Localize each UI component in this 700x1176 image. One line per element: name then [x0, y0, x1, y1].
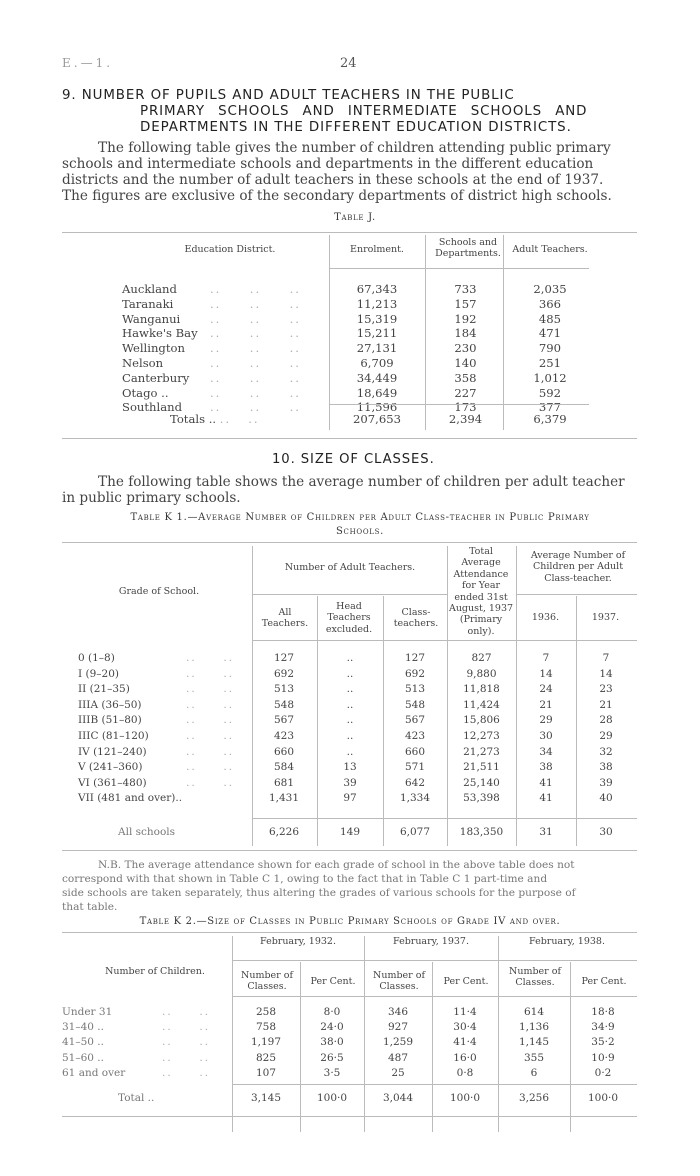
table-j-enrolment-cell: 15,319	[356, 311, 398, 326]
table-j-header-schools: Schools and Departments.	[435, 237, 501, 260]
k1-1936-cell: 24	[539, 683, 553, 696]
table-j-district-label: Nelson .. .. ..	[122, 356, 301, 370]
section9-para-line2: schools and intermediate schools and departments in the different education	[62, 156, 594, 172]
k1-all-cell: 692	[273, 667, 295, 680]
k1-head-cell: ..	[346, 698, 354, 711]
table-j-schools-cell: 173	[454, 400, 477, 415]
table-j-district-label: Wellington .. .. ..	[122, 341, 301, 356]
k2-total-c1938: 3,256	[518, 1092, 550, 1104]
k1-attendance-cell: 11,818	[463, 683, 500, 696]
k2-p1938-cell: 18·8	[591, 1006, 615, 1018]
note-line3: side schools are taken separately, thus altering the grades of various schools for the purpose of	[62, 887, 576, 899]
table-j-enrolment-cell: 67,343	[356, 282, 398, 296]
table-j-teachers-cell: 592	[538, 385, 562, 400]
k2-p1937-cell: 16·0	[453, 1051, 477, 1064]
k1-header-attendance: Total Average Attendance for Year ended 31st August, 1937 (Primary only).	[448, 546, 514, 637]
k1-1937-cell: 28	[599, 714, 613, 727]
table-j-district-label: Taranaki .. .. ..	[122, 296, 301, 311]
grade-name: I (9–20)	[78, 667, 119, 680]
k2-header-classes-1932: Number of Classes.	[241, 970, 293, 993]
k1-1936-cell: 7	[542, 652, 550, 664]
children-range: 51–60 ..	[62, 1051, 104, 1064]
children-range: Under 31	[62, 1006, 113, 1018]
k2-p1938-cell: 34·9	[591, 1021, 615, 1034]
k2-c1932-cell: 1,197	[250, 1036, 282, 1049]
k2-c1932-cell: 258	[255, 1006, 277, 1018]
children-range: 31–40 ..	[62, 1021, 104, 1034]
k1-1937-cell: 21	[599, 698, 613, 711]
grade-name: IIIA (36–50)	[78, 698, 142, 711]
k2-c1932-cell: 758	[255, 1021, 277, 1034]
k1-all-cell: 584	[273, 761, 295, 774]
table-j-district-label: Wanganui .. .. ..	[122, 311, 301, 326]
k1-attendance-cell: 9,880	[466, 667, 497, 680]
k1-total-1937: 30	[599, 826, 613, 838]
table-j-district-label: Otago .. .. .. ..	[122, 385, 301, 400]
k1-class-cell: 548	[404, 698, 426, 711]
table-j-header-district: Education District.	[184, 244, 276, 255]
k1-all-cell: 681	[273, 776, 295, 789]
section10-title: 10. SIZE OF CLASSES.	[272, 452, 435, 467]
k1-grade-label: IV (121–240) .. ..	[78, 745, 235, 758]
k1-grade-label: 0 (1–8) .. ..	[78, 652, 235, 664]
k2-total-c1937: 3,044	[382, 1092, 414, 1104]
k1-1937-cell: 38	[599, 761, 613, 774]
table-j-total-schools: 2,394	[448, 412, 483, 426]
district-name: Auckland	[122, 282, 177, 296]
grade-name: 0 (1–8)	[78, 652, 115, 664]
k2-c1932-cell: 825	[255, 1051, 277, 1064]
k1-grade-label: IIIC (81–120) .. ..	[78, 730, 235, 742]
k2-c1932-cell: 107	[255, 1066, 277, 1079]
table-j-teachers-cell: 251	[538, 356, 562, 370]
table-j-total-teachers: 6,379	[533, 412, 567, 426]
grade-name: V (241–360)	[78, 761, 143, 774]
k1-header-class-teachers: Class-teachers.	[393, 607, 439, 630]
k2-header-percent-1937: Per Cent.	[443, 976, 489, 987]
k2-c1938-cell: 614	[523, 1006, 545, 1018]
table-j-schools-cell: 184	[454, 326, 477, 341]
k2-row-label: 51–60 .. .. ..	[62, 1051, 211, 1064]
k2-header-percent-1932: Per Cent.	[310, 976, 356, 987]
k1-1936-cell: 41	[539, 792, 553, 805]
k1-all-cell: 660	[273, 745, 295, 758]
k1-class-cell: 1,334	[399, 792, 431, 805]
note-line4: that table.	[62, 901, 118, 913]
k1-header-number-teachers: Number of Adult Teachers.	[284, 562, 416, 573]
table-j-schools-cell: 230	[454, 341, 477, 356]
k1-class-cell: 513	[404, 683, 426, 696]
table-j-teachers-cell: 790	[538, 341, 562, 356]
k1-header-1937: 1937.	[591, 612, 620, 623]
k2-c1937-cell: 1,259	[382, 1036, 414, 1049]
k1-1937-cell: 39	[599, 776, 613, 789]
k1-1937-cell: 32	[599, 745, 613, 758]
k1-header-grade: Grade of School.	[118, 586, 200, 597]
k2-c1937-cell: 487	[387, 1051, 409, 1064]
k1-grade-label	[78, 792, 182, 804]
table-k2-caption: Table K 2.—Size of Classes in Public Primary Schools of Grade IV and over.	[139, 916, 561, 927]
k1-1937-cell: 23	[599, 683, 613, 696]
k1-1936-cell: 21	[539, 698, 553, 711]
k2-total-c1932: 3,145	[250, 1092, 282, 1104]
k1-grade-label: IIIB (51–80) .. ..	[78, 714, 235, 727]
k2-row-label: 31–40 .. .. ..	[62, 1021, 211, 1034]
k1-total-head: 149	[339, 826, 361, 838]
district-name: Hawke's Bay	[122, 326, 198, 341]
grade-name: IIIB (51–80)	[78, 714, 142, 727]
table-j-header-enrolment: Enrolment.	[350, 244, 404, 255]
table-j-teachers-cell: 366	[538, 296, 562, 311]
k1-attendance-cell: 21,273	[463, 745, 500, 758]
section9-title-line1: 9. NUMBER OF PUPILS AND ADULT TEACHERS IN THE PUBLIC	[62, 88, 515, 103]
k1-head-cell: ..	[346, 667, 354, 680]
k1-attendance-cell: 15,806	[463, 714, 500, 727]
k1-1937-cell: 40	[599, 792, 613, 805]
k2-row-label: 61 and over .. ..	[62, 1066, 211, 1079]
k1-class-cell: 642	[404, 776, 426, 789]
table-j-teachers-cell: 1,012	[533, 370, 567, 385]
children-range: 61 and over	[62, 1066, 126, 1079]
k2-header-classes-1938: Number of Classes.	[509, 966, 561, 989]
k2-p1937-cell: 30·4	[453, 1021, 477, 1034]
table-j-district-label: Canterbury .. .. ..	[122, 370, 301, 385]
k1-total-1936: 31	[539, 826, 553, 838]
table-j-enrolment-cell: 15,211	[356, 326, 398, 341]
table-k1-caption-line2: Schools.	[335, 526, 384, 537]
k2-p1938-cell: 10·9	[591, 1051, 615, 1064]
k1-grade-label: V (241–360) .. ..	[78, 761, 235, 774]
k1-grade-label: II (21–35) .. ..	[78, 683, 235, 696]
k1-class-cell: 692	[404, 667, 426, 680]
district-name: Nelson	[122, 356, 164, 370]
k1-header-average: Average Number of Children per Adult Class-teacher.	[530, 550, 626, 584]
district-name: Wanganui	[122, 311, 181, 326]
table-j-schools-cell: 733	[454, 282, 477, 296]
k2-c1937-cell: 346	[387, 1006, 409, 1018]
k2-c1938-cell: 6	[530, 1066, 538, 1079]
k1-class-cell: 660	[404, 745, 426, 758]
k2-c1937-cell: 25	[391, 1066, 405, 1079]
k2-p1937-cell: 11·4	[453, 1006, 477, 1018]
k1-all-cell: 1,431	[268, 792, 300, 805]
grade-name: IV (121–240)	[78, 745, 147, 758]
district-name: Wellington	[122, 341, 185, 356]
table-j-teachers-cell: 485	[538, 311, 562, 326]
k2-p1932-cell: 38·0	[320, 1036, 344, 1049]
table-j-enrolment-cell: 6,709	[360, 356, 394, 370]
k1-class-cell: 571	[404, 761, 426, 774]
note-line1: N.B. The average attendance shown for each grade of school in the above table does not	[98, 859, 575, 871]
k1-1936-cell: 14	[539, 667, 553, 680]
k2-header-feb1938: February, 1938.	[529, 936, 605, 947]
k2-p1938-cell: 0·2	[594, 1066, 612, 1079]
k1-attendance-cell: 25,140	[463, 776, 500, 789]
k1-attendance-cell: 12,273	[463, 730, 500, 742]
grade-name: IIIC (81–120)	[78, 730, 149, 742]
k1-head-cell: ..	[346, 745, 354, 758]
table-j-caption: Table J.	[334, 212, 376, 223]
table-j-district-label: Hawke's Bay .. .. ..	[122, 326, 301, 341]
grade-name: VII (481 and over)..	[78, 792, 183, 805]
k2-p1937-cell: 0·8	[456, 1066, 474, 1079]
children-range: 41–50 ..	[62, 1036, 104, 1049]
k2-header-feb1937: February, 1937.	[393, 936, 469, 947]
table-k1-caption-line1: Table K 1.—Average Number of Children per Adult Class-teacher in Public Primary	[130, 512, 590, 523]
table-j-district-label: Auckland .. .. ..	[122, 282, 301, 296]
k2-header-classes-1937: Number of Classes.	[373, 970, 425, 993]
k1-1936-cell: 34	[539, 745, 553, 758]
table-j-enrolment-cell: 11,213	[356, 296, 398, 311]
k1-all-cell: 127	[273, 652, 295, 664]
table-j-schools-cell: 192	[454, 311, 477, 326]
k1-header-1936: 1936.	[531, 612, 560, 623]
note-line2: correspond with that shown in Table C 1, owing to the fact that in Table C 1 part-time and	[62, 873, 548, 885]
k1-1936-cell: 41	[539, 776, 553, 789]
k1-all-cell: 423	[273, 730, 295, 742]
section9-para-line1: The following table gives the number of children attending public primary	[98, 140, 611, 156]
grade-name: II (21–35)	[78, 683, 130, 696]
k2-p1937-cell: 41·4	[453, 1036, 477, 1049]
k2-p1932-cell: 26·5	[320, 1051, 344, 1064]
section9-title-line3: DEPARTMENTS IN THE DIFFERENT EDUCATION DISTRICTS.	[140, 120, 572, 135]
k1-total-label: All schools	[118, 826, 176, 838]
page-number: 24	[340, 56, 357, 71]
k2-row-label: 41–50 .. .. ..	[62, 1036, 211, 1049]
k2-c1938-cell: 355	[523, 1051, 545, 1064]
k2-p1938-cell: 35·2	[591, 1036, 615, 1049]
k1-attendance-cell: 11,424	[463, 698, 500, 711]
k2-c1938-cell: 1,136	[518, 1021, 550, 1034]
table-j-header-teachers: Adult Teachers.	[512, 244, 588, 255]
k1-1937-cell: 14	[599, 667, 613, 680]
k1-grade-label: IIIA (36–50) .. ..	[78, 698, 235, 711]
k1-head-cell: ..	[346, 714, 354, 727]
k1-all-cell: 513	[273, 683, 295, 696]
table-j-schools-cell: 140	[454, 356, 477, 370]
k2-p1932-cell: 24·0	[320, 1021, 344, 1034]
table-j-enrolment-cell: 27,131	[356, 341, 398, 356]
k2-c1937-cell: 927	[387, 1021, 409, 1034]
table-j-schools-cell: 227	[454, 385, 477, 400]
table-j-teachers-cell: 377	[538, 400, 562, 415]
k1-head-cell: 97	[343, 792, 357, 805]
table-j-district-label: Southland .. .. ..	[122, 400, 301, 415]
k1-1936-cell: 30	[539, 730, 553, 742]
k2-row-label: Under 31 .. ..	[62, 1006, 211, 1018]
section9-para-line3: districts and the number of adult teachers in these schools at the end of 1937.	[62, 172, 604, 188]
k1-attendance-cell: 21,511	[463, 761, 500, 774]
district-name: Taranaki	[122, 296, 174, 311]
k2-total-p1937: 100·0	[449, 1092, 481, 1104]
k1-head-cell: 39	[343, 776, 357, 789]
table-j-totals-label: Totals .. .. ..	[170, 412, 260, 426]
k1-head-cell: 13	[343, 761, 357, 774]
k1-1937-cell: 7	[602, 652, 610, 664]
table-j-teachers-cell: 471	[538, 326, 562, 341]
k2-p1932-cell: 3·5	[323, 1066, 341, 1079]
k1-total-attendance: 183,350	[459, 826, 504, 838]
table-j-total-enrolment: 207,653	[353, 412, 401, 426]
k2-total-label: Total ..	[118, 1092, 155, 1104]
k1-header-all-teachers: All Teachers.	[261, 607, 309, 630]
k1-1936-cell: 38	[539, 761, 553, 774]
k2-total-p1938: 100·0	[587, 1092, 619, 1104]
grade-name: VI (361–480)	[78, 776, 147, 789]
k1-total-all: 6,226	[268, 826, 300, 838]
k1-head-cell: ..	[346, 730, 354, 742]
district-name: Otago ..	[122, 385, 169, 400]
k2-c1938-cell: 1,145	[518, 1036, 550, 1049]
table-j-schools-cell: 358	[454, 370, 477, 385]
district-name: Canterbury	[122, 370, 190, 385]
table-j-teachers-cell: 2,035	[533, 282, 567, 296]
k2-p1932-cell: 8·0	[323, 1006, 341, 1018]
table-j-enrolment-cell: 11,596	[356, 400, 398, 415]
k1-class-cell: 127	[404, 652, 426, 664]
k1-grade-label: VI (361–480) .. ..	[78, 776, 235, 789]
k1-grade-label: I (9–20) .. ..	[78, 667, 235, 680]
k2-header-percent-1938: Per Cent.	[581, 976, 627, 987]
k1-1937-cell: 29	[599, 730, 613, 742]
section10-para-line2: in public primary schools.	[62, 490, 241, 506]
table-j-enrolment-cell: 18,649	[356, 385, 398, 400]
k1-head-cell: ..	[346, 652, 354, 664]
section9-title-line2: PRIMARY SCHOOLS AND INTERMEDIATE SCHOOLS AND	[140, 104, 588, 119]
k1-head-cell: ..	[346, 683, 354, 696]
k2-header-children: Number of Children.	[105, 966, 205, 977]
k1-1936-cell: 29	[539, 714, 553, 727]
k2-header-feb1932: February, 1932.	[260, 936, 336, 947]
k1-all-cell: 548	[273, 698, 295, 711]
report-code: E.—1.	[62, 56, 114, 70]
district-name: Southland	[122, 400, 183, 415]
table-j-enrolment-cell: 34,449	[356, 370, 398, 385]
k2-total-p1932: 100·0	[316, 1092, 348, 1104]
k1-all-cell: 567	[273, 714, 295, 727]
table-j-schools-cell: 157	[454, 296, 477, 311]
section9-para-line4: The figures are exclusive of the secondary departments of district high schools.	[62, 188, 612, 204]
k1-attendance-cell: 827	[471, 652, 492, 664]
k1-total-class: 6,077	[399, 826, 431, 838]
k1-class-cell: 423	[404, 730, 426, 742]
k1-class-cell: 567	[404, 714, 426, 727]
k1-header-head-excluded: Head Teachers excluded.	[325, 601, 373, 635]
section10-para-line1: The following table shows the average number of children per adult teacher	[98, 474, 625, 490]
k1-attendance-cell: 53,398	[463, 792, 500, 805]
